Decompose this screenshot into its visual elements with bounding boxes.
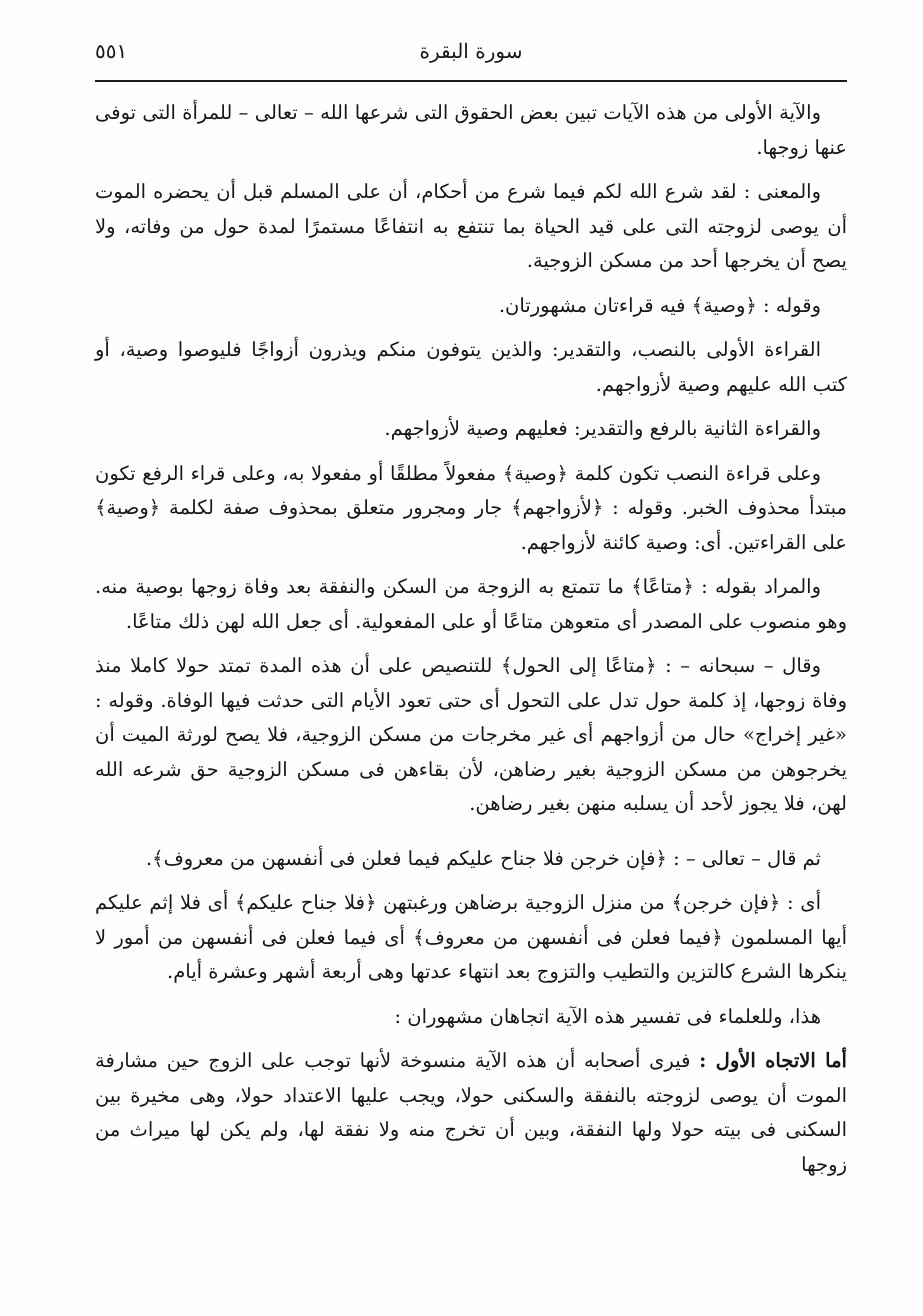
paragraph: والقراءة الثانية بالرفع والتقدير: فعليهم وصية لأزواجهم.: [384, 417, 821, 440]
paragraph: [95, 1044, 847, 1182]
surah-title: سورة البقرة: [419, 39, 523, 63]
page-number: ٥٥١: [95, 39, 128, 63]
paragraph: هذا، وللعلماء فى تفسير هذه الآية اتجاهان مشهوران :: [394, 1004, 821, 1028]
paragraph: والآية الأولى من هذه الآيات تبين بعض الحقوق التى شرعها الله – تعالى – للمرأة التى توفى عنها زوجها.: [95, 101, 847, 159]
paragraph: وعلى قراءة النصب تكون كلمة ﴿وصية﴾ مفعولاً مطلقًا أو مفعولا به، وعلى قراء الرفع تكون مبتدأ محذوف الخبر. وقوله : ﴿لأزواجهم﴾ جار ومجرور متعلق بمحذوف صفة لكلمة ﴿وصية﴾ على القراءتين. أى: وصية كائنة لأزواجهم.: [95, 461, 847, 554]
paragraph: ثم قال – تعالى – : ﴿فإن خرجن فلا جناح عليكم فيما فعلن فى أنفسهن من معروف﴾.: [145, 846, 821, 870]
header-divider: [95, 80, 847, 82]
paragraph-text: فيرى أصحابه أن هذه الآية منسوخة لأنها توجب على الزوج حين مشارفة الموت أن يوصى لزوجته بالنفقة والسكنى حولا، ويجب عليها الاعتداد حولا، وهى مخيرة بين السكنى فى بيته حولا ولها النفقة، وبين أن تخرج منه ولا نفقة لها، ولم يكن لها ميراث من زوجها: [95, 1049, 847, 1176]
paragraph: وقال – سبحانه – : ﴿متاعًا إلى الحول﴾ للتنصيص على أن هذه المدة تمتد حولا كاملا منذ وفاة زوجها، إذ كلمة حول تدل على التحول أى حتى تعود الأيام التى حدثت فيها الوفاة. وقوله : «غير إخراج» حال من أزواجهم أى غير مخرجات من مسكن الزوجية، فلا يصح لورثة الميت أن يخرجوهن من مسكن الزوجية بغير رضاهن، لأن بقاءهن فى مسكن الزوجية حق شرعه الله لهن، فلا يجوز لأحد أن يسلبه منهن بغير رضاهن.: [95, 654, 847, 815]
paragraph: أى : ﴿فإن خرجن﴾ من منزل الزوجية برضاهن ورغبتهن ﴿فلا جناح عليكم﴾ أى فلا إثم عليكم أيها المسلمون ﴿فيما فعلن فى أنفسهن من معروف﴾ أى فيما فعلن فى أنفسهن من أمور لا ينكرها الشرع كالتزين والتطيب والتزوج بعد انتهاء عدتها وهى أربعة أشهر وعشرة أيام.: [95, 891, 847, 983]
paragraph: القراءة الأولى بالنصب، والتقدير: والذين يتوفون منكم ويذرون أزواجًا فليوصوا وصية، أو كتب الله عليهم وصية لأزواجهم.: [95, 338, 847, 396]
page-body: [95, 96, 847, 1192]
paragraph: والمراد بقوله : ﴿متاعًا﴾ ما تتمتع به الزوجة من السكن والنفقة بعد وفاة زوجها بوصية منه. وهو منصوب على المصدر أى متعوهن متاعًا أو على المفعولية. أى جعل الله لهن ذلك متاعًا.: [95, 575, 847, 633]
page-header: [95, 38, 847, 78]
paragraph: وقوله : ﴿وصية﴾ فيه قراءتان مشهورتان.: [498, 293, 821, 317]
paragraph: والمعنى : لقد شرع الله لكم فيما شرع من أحكام، أن على المسلم قبل أن يحضره الموت أن يوصى لزوجته التى على قيد الحياة بما تنتفع به انتفاعًا مستمرًا لمدة حول من وفاته، ولا يصح أن يخرجها أحد من مسكن الزوجية.: [95, 180, 847, 272]
paragraph-lead: أما الاتجاه الأول :: [699, 1049, 847, 1072]
